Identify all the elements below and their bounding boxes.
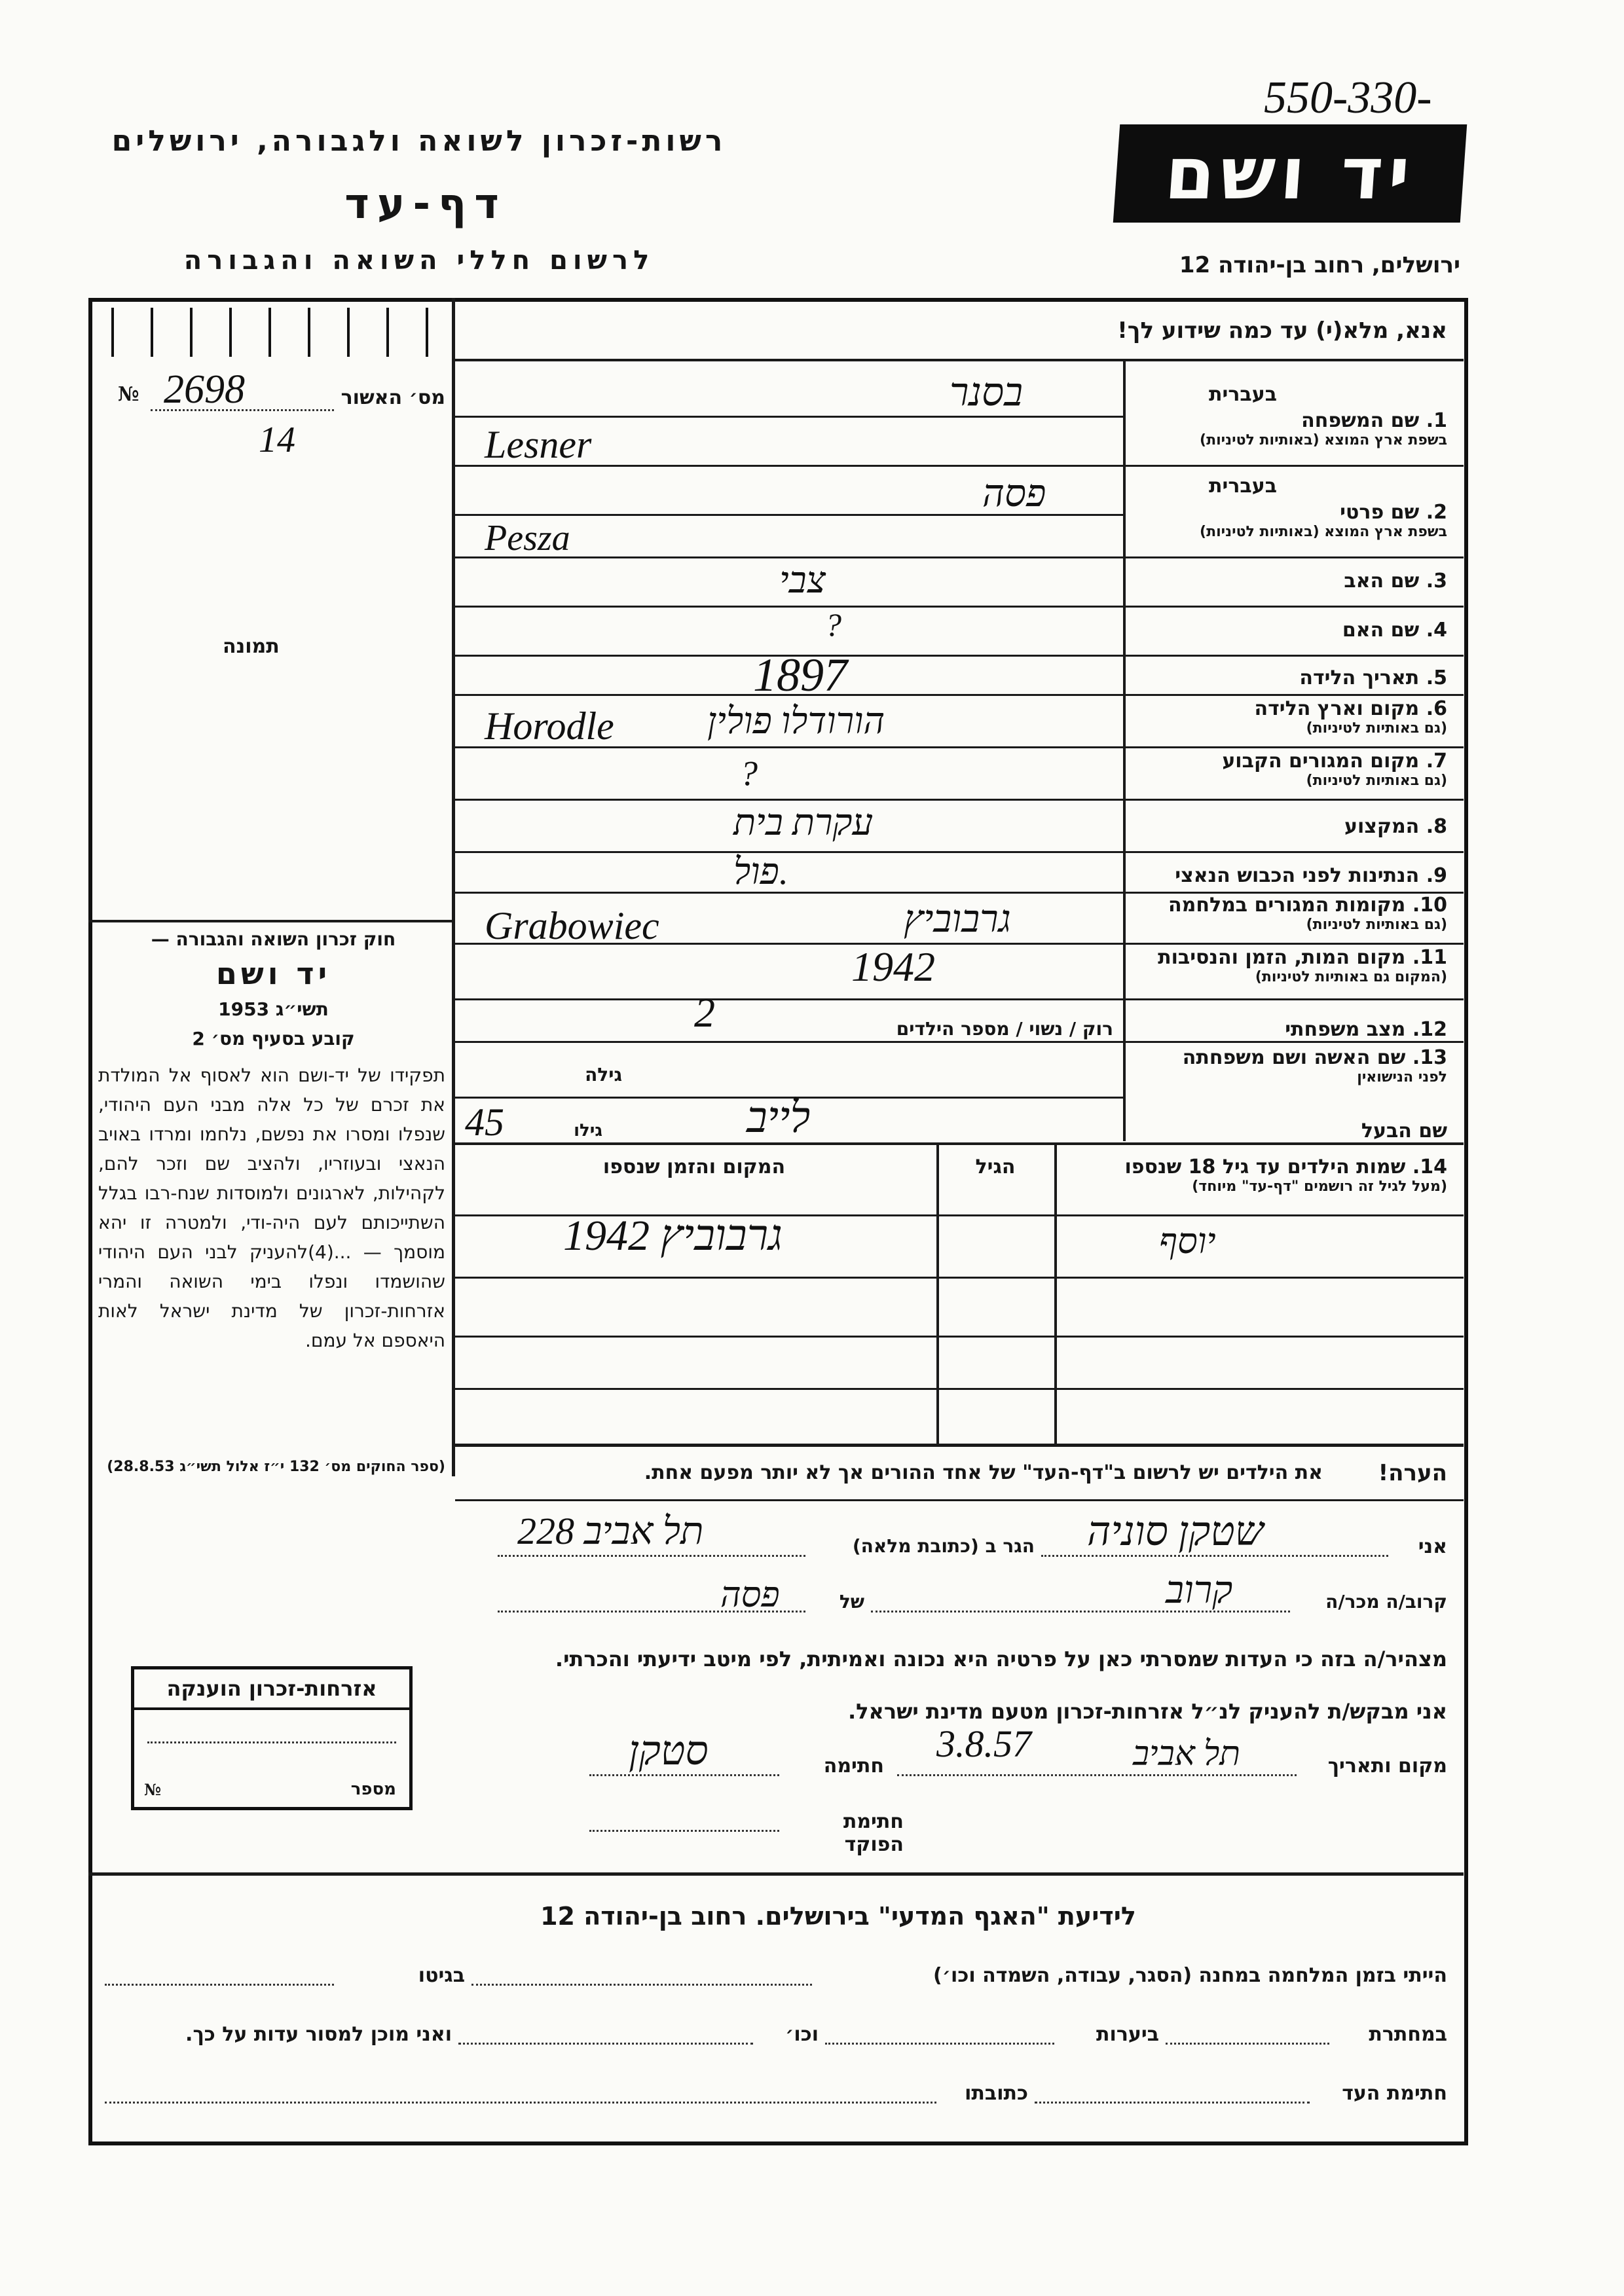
- field-10-sub: (גם באותיות לטיניות): [1306, 917, 1447, 933]
- profession: עקרת בית: [733, 803, 874, 843]
- resides-label: הגר ב (כתובת מלאה): [852, 1535, 1035, 1557]
- form-title: דף-עד: [344, 180, 507, 228]
- surname-hebrew: בסנר: [950, 371, 1024, 414]
- approval-number-sub: 14: [259, 420, 295, 460]
- death-year: 1942: [851, 943, 935, 990]
- child-row-1-name: יוסף: [1159, 1222, 1216, 1261]
- logo-text: יד ושם: [1162, 132, 1418, 215]
- wartime-residence-latin: Grabowiec: [485, 904, 659, 947]
- footer-ghetto: בגיטו: [418, 1964, 465, 1987]
- witness-signature-label: חתימת העד: [1342, 2082, 1447, 2105]
- husband-age-label: גילו: [574, 1121, 602, 1140]
- authority-line: רשות-זכרון לשואה ולגבורה, ירושלים: [111, 124, 727, 158]
- field-2-heb-tag: בעברית: [1209, 475, 1277, 498]
- field-13-num: 13.: [1412, 1046, 1447, 1069]
- child-row-1-place: גרבוביץ 1942: [563, 1212, 783, 1260]
- declarant-address: תל אביב 228: [517, 1510, 704, 1552]
- declaration-place: תל אביב: [1133, 1736, 1240, 1773]
- field-1-sub: בשפת ארץ המוצא (באותיות לטיניות): [1200, 432, 1447, 448]
- field-10-num: 10.: [1412, 894, 1447, 917]
- residence: ?: [740, 754, 758, 793]
- firstname-latin: Pesza: [485, 518, 570, 558]
- field-2-label: [1126, 475, 1447, 540]
- relative-label: קרוב/ה מכר/ה: [1325, 1591, 1447, 1613]
- birth-place-hebrew: הורודלו פולין: [707, 701, 885, 742]
- field-5-name: תאריך הלידה: [1299, 666, 1420, 689]
- declarant-name: שטקן סוניה: [1087, 1510, 1264, 1554]
- witness-address-label: כתובתו: [965, 2082, 1028, 2105]
- field-8-name: המקצוע: [1344, 815, 1420, 838]
- note-label: הערה!: [1378, 1460, 1447, 1486]
- citizenship-box: [131, 1666, 413, 1810]
- field-12-num: 12.: [1412, 1018, 1447, 1041]
- law-year: תשי״ג 1953: [218, 998, 329, 1020]
- tick-boxes: [98, 308, 452, 357]
- field-11-label: [1126, 946, 1447, 985]
- law-title: חוק זכרון השואה והגבורה —: [151, 928, 396, 950]
- field-9-name: הנתינות לפני הכבוש הנאצי: [1175, 864, 1420, 887]
- official-signature-label: חתימת הפוקד: [843, 1810, 904, 1856]
- father-name: צבי: [779, 560, 826, 601]
- footer-title: לידיעת "האגף המדעי" בירושלים. רחוב בן-יהודה 12: [540, 1902, 1136, 1931]
- surname-latin: Lesner: [485, 423, 592, 466]
- wife-age-label: גילה: [585, 1064, 622, 1085]
- law-text: תפקידו של יד-ושם הוא לאסוף אל המולדת את זכרם של כל אלה מבני העם היהודי, שנפלו ומסרו את נפשם, נלחמו ומרדו באויב הנאצי ובעוזריו, ולהציב שם וזכר להם, לקהילות, לארגונים ולמוסדות שנח-רבו בגלל השתייכותם לעם היה-ודי, ולמטרה זו יהא מוסמך — ...(4)להעניק לבני העם היהודי שהושמדו ונפלו בימי השואה והמרי אזרחות-זכרון של מדינת ישראל לאות היאספם אל עמם.: [98, 1065, 445, 1351]
- birth-place-latin: Horodle: [485, 704, 614, 748]
- field-11-sub: (המקום גם באותיות לטיניות): [1255, 969, 1447, 985]
- request-text: אני מבקש/ת להעניק לנ״ל אזרחות-זכרון מטעם מדינת ישראל.: [848, 1699, 1447, 1724]
- law-section: קובע בסעיף מס׳ 2: [192, 1028, 355, 1049]
- field-7-label: [1126, 750, 1447, 789]
- children-title: שמות הילדים עד גיל 18 שנספו: [1124, 1156, 1406, 1178]
- of-label: של: [839, 1591, 864, 1613]
- field-12-label: [1126, 1018, 1447, 1041]
- archive-number: 550-330-: [1264, 73, 1432, 123]
- field-9-num: 9.: [1426, 864, 1447, 887]
- law-citation: (ספר החוקים מס׳ 132 י״ז אלול תשי״ג 28.8.53): [107, 1459, 445, 1475]
- field-8-label: [1126, 815, 1447, 838]
- field-6-label: [1126, 697, 1447, 737]
- law-name: יד ושם: [215, 956, 331, 991]
- field-10-label: [1126, 894, 1447, 933]
- field-3-label: [1126, 570, 1447, 592]
- husband-name: לייב: [747, 1094, 811, 1142]
- field-6-sub: (גם באותיות לטיניות): [1306, 720, 1447, 737]
- note-text: את הילדים יש לרשום ב"דף-העד" של אחד ההורים אך לא יותר מפעם אחת.: [644, 1461, 1323, 1484]
- declarant-i-label: אני: [1418, 1535, 1447, 1558]
- approval-number-label: מס׳ האשור: [341, 386, 445, 409]
- field-1-heb-tag: בעברית: [1209, 383, 1277, 406]
- field-2-name: שם פרטי: [1340, 501, 1420, 524]
- form-subtitle: לרשום חללי השואה והגבורה: [183, 246, 655, 276]
- husband-label: שם הבעל: [1361, 1120, 1447, 1142]
- field-13-name: שם האשה ושם משפחתה: [1182, 1046, 1406, 1069]
- instruction-text: אנא, מלא(י) עד כמה שידוע לך!: [1117, 318, 1447, 344]
- field-3-num: 3.: [1426, 570, 1447, 592]
- field-11-num: 11.: [1412, 946, 1447, 969]
- footer-forests: ביערות: [1096, 2023, 1159, 2046]
- field-1-name: שם המשפחה: [1301, 409, 1420, 432]
- nationality: פול.: [733, 852, 788, 892]
- footer-underground: במחתרת: [1369, 2023, 1447, 2046]
- field-1-num: 1.: [1426, 409, 1447, 432]
- field-13-sub: לפני הנישואין: [1357, 1069, 1447, 1085]
- photo-label: תמונה: [223, 635, 280, 658]
- field-1-label: [1126, 383, 1447, 448]
- children-place-header: המקום והזמן שנספו: [602, 1156, 786, 1178]
- citizenship-number-label: מספר: [350, 1779, 396, 1799]
- field-4-label: [1126, 619, 1447, 642]
- children-label: [1061, 1156, 1447, 1195]
- children-num: 14.: [1412, 1156, 1447, 1178]
- field-7-sub: (גם באותיות לטיניות): [1306, 773, 1447, 789]
- approval-number-prefix: №: [118, 383, 139, 406]
- field-4-num: 4.: [1426, 619, 1447, 642]
- citizenship-title: אזרחות-זכרון הוענקה: [134, 1669, 409, 1710]
- yad-vashem-logo: [1113, 124, 1467, 223]
- children-count: 2: [694, 989, 715, 1036]
- field-11-name: מקום המות, הזמן והנסיבות: [1158, 946, 1406, 969]
- field-6-num: 6.: [1426, 697, 1447, 720]
- field-6-name: מקום וארץ הלידה: [1254, 697, 1420, 720]
- field-2-sub: בשפת ארץ המוצא (באותיות לטיניות): [1200, 524, 1447, 540]
- firstname-hebrew: פסה: [982, 472, 1046, 515]
- footer-etc: וכו׳: [785, 2023, 819, 2046]
- declaration-text: מצהיר/ה בזה כי העדות שמסרתי כאן על פרטיה היא נכונה ואמיתית, לפי מיטב ידיעתי והכרתי.: [555, 1647, 1447, 1671]
- approval-number-value: 2698: [164, 367, 245, 412]
- citizenship-number-prefix: №: [144, 1780, 162, 1799]
- field-8-num: 8.: [1426, 815, 1447, 838]
- footer-line1: הייתי בזמן המלחמה במחנה (הסגר, עבודה, השמדה וכו׳): [933, 1964, 1447, 1987]
- field-13-label: [1126, 1046, 1447, 1085]
- of-name: פסה: [720, 1575, 780, 1614]
- field-2-num: 2.: [1426, 501, 1447, 524]
- field-4-name: שם האם: [1342, 619, 1420, 642]
- field-12-name: מצב משפחתי: [1285, 1018, 1406, 1041]
- marital-options: רוק / נשוי / מספר הילדים: [896, 1018, 1113, 1040]
- wartime-residence-hebrew: גרבוביץ: [904, 898, 1011, 940]
- declaration-date: 3.8.57: [936, 1722, 1031, 1765]
- relation-value: קרוב: [1166, 1569, 1233, 1611]
- field-5-num: 5.: [1426, 666, 1447, 689]
- mother-name: ?: [825, 606, 841, 643]
- birth-date: 1897: [753, 649, 847, 701]
- children-sub: (מעל לגיל זה רושמים "דף-עד" מיוחד): [1192, 1178, 1447, 1195]
- husband-age: 45: [465, 1101, 504, 1144]
- signature-label: חתימה: [823, 1755, 884, 1777]
- field-5-label: [1126, 666, 1447, 689]
- footer-willing: ואני מוכן למסור עדות על כך.: [185, 2023, 452, 2046]
- signature-value: סטקן: [629, 1729, 709, 1774]
- field-7-num: 7.: [1426, 750, 1447, 773]
- place-date-label: מקום ותאריך: [1327, 1755, 1447, 1777]
- field-9-label: [1126, 864, 1447, 887]
- field-3-name: שם האב: [1344, 570, 1420, 592]
- field-10-name: מקומות המגורים במלחמה: [1168, 894, 1406, 917]
- children-age-header: הגיל: [975, 1156, 1016, 1178]
- header-address: ירושלים, רחוב בן-יהודה 12: [1179, 252, 1460, 278]
- field-7-name: מקום המגורים הקבוע: [1222, 750, 1420, 773]
